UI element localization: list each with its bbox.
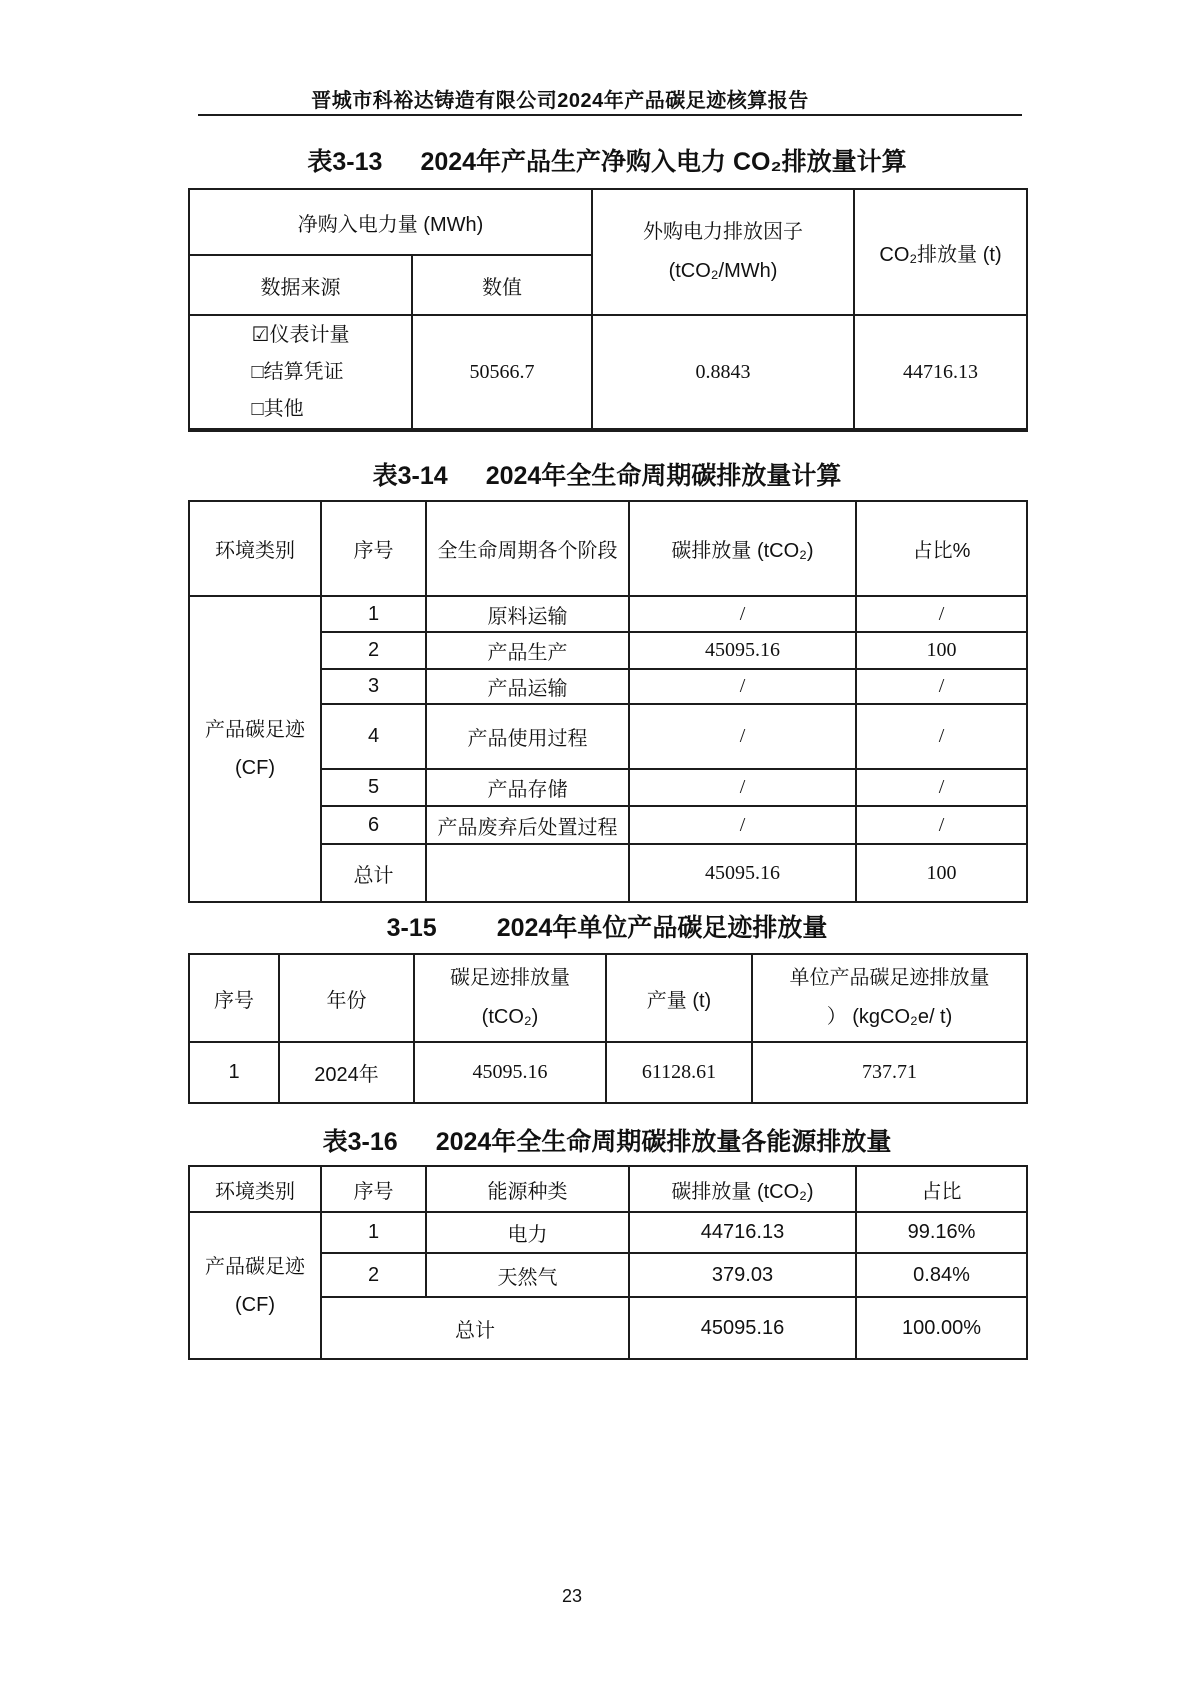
t15-header-cf	[414, 954, 606, 1042]
t14-row6-seq: 6	[321, 806, 426, 844]
t14-row1-emission: /	[629, 596, 856, 632]
t13-cell-factor: 0.8843	[592, 315, 854, 430]
table-3-16-caption-number: 表3-16	[322, 1128, 398, 1156]
table-3-15	[188, 953, 1028, 1104]
t15-header-year: 年份	[279, 954, 414, 1042]
t14-row3-emission: /	[629, 669, 856, 704]
t13-header-factor-line1: 外购电力排放因子	[643, 221, 804, 243]
t16-header-energy: 能源种类	[426, 1166, 629, 1212]
t16-category-line1: 产品碳足迹	[205, 1255, 305, 1278]
t16-total-label: 总计	[321, 1297, 629, 1359]
t16-row2-energy: 天然气	[426, 1253, 629, 1297]
t13-cell-co2: 44716.13	[854, 315, 1027, 430]
t14-row3-share: /	[856, 669, 1027, 704]
t16-category-line2: (CF)	[235, 1293, 275, 1316]
t14-row5-emission: /	[629, 769, 856, 806]
t14-row4-emission: /	[629, 704, 856, 769]
t15-header-unit-line2: ） (kgCO₂e/ t)	[826, 1006, 953, 1028]
t16-row1-share: 99.16%	[856, 1212, 1027, 1253]
t15-header-output: 产量 (t)	[606, 954, 752, 1042]
checkbox-option-other: □其他	[251, 397, 304, 420]
t14-row2-share: 100	[856, 632, 1027, 669]
t14-header-share: 占比%	[856, 501, 1027, 596]
t16-row2-seq: 2	[321, 1253, 426, 1297]
t15-row1-unit: 737.71	[752, 1042, 1027, 1103]
t13-cell-value: 50566.7	[412, 315, 592, 430]
t14-row2-emission: 45095.16	[629, 632, 856, 669]
t14-row3-seq: 3	[321, 669, 426, 704]
table-3-13-caption	[188, 142, 1026, 178]
t16-row1-seq: 1	[321, 1212, 426, 1253]
t16-row2-emission: 379.03	[629, 1253, 856, 1297]
table-3-16	[188, 1165, 1028, 1360]
t16-header-emission: 碳排放量 (tCO₂)	[629, 1166, 856, 1212]
t14-row2-stage: 产品生产	[426, 632, 629, 669]
t14-row6-emission: /	[629, 806, 856, 844]
t15-row1-cf: 45095.16	[414, 1042, 606, 1103]
t16-row2-share: 0.84%	[856, 1253, 1027, 1297]
t16-header-seq: 序号	[321, 1166, 426, 1212]
t15-header-cf-line1: 碳足迹排放量	[450, 967, 570, 989]
t14-total-emission: 45095.16	[629, 844, 856, 902]
t16-total-emission: 45095.16	[629, 1297, 856, 1359]
t13-header-source: 数据来源	[189, 255, 412, 315]
t15-header-seq: 序号	[189, 954, 279, 1042]
checkbox-option-settlement: □结算凭证	[251, 360, 344, 383]
t16-total-share: 100.00%	[856, 1297, 1027, 1359]
t14-row6-stage: 产品废弃后处置过程	[426, 806, 629, 844]
checkbox-option-meter-checked: ☑仪表计量	[251, 323, 350, 346]
t14-total-share: 100	[856, 844, 1027, 902]
t14-row6-share: /	[856, 806, 1027, 844]
table-3-14	[188, 500, 1028, 903]
page-number: 23	[561, 1586, 583, 1606]
report-header-title: 晋城市科裕达铸造有限公司2024年产品碳足迹核算报告	[311, 90, 809, 112]
t14-row4-seq: 4	[321, 704, 426, 769]
t13-header-factor-line2: (tCO₂/MWh)	[668, 260, 778, 282]
table-3-13-caption-number: 表3-13	[307, 148, 383, 176]
table-3-15-caption-text: 2024年单位产品碳足迹排放量	[496, 914, 828, 942]
table-3-14-caption-number: 表3-14	[372, 462, 448, 490]
t13-cell-data-source	[189, 315, 412, 430]
t16-header-category: 环境类别	[189, 1166, 321, 1212]
t14-total-label: 总计	[321, 844, 426, 902]
t15-header-cf-line2: (tCO₂)	[481, 1006, 539, 1028]
t15-row1-output: 61128.61	[606, 1042, 752, 1103]
t14-row1-stage: 原料运输	[426, 596, 629, 632]
t13-header-co2: CO₂排放量 (t)	[854, 189, 1027, 315]
t16-row1-energy: 电力	[426, 1212, 629, 1253]
t14-row2-seq: 2	[321, 632, 426, 669]
t14-header-category: 环境类别	[189, 501, 321, 596]
t13-header-factor	[592, 189, 854, 315]
t14-row1-seq: 1	[321, 596, 426, 632]
t14-row3-stage: 产品运输	[426, 669, 629, 704]
table-3-16-caption-text: 2024年全生命周期碳排放量各能源排放量	[435, 1128, 892, 1156]
table-3-14-caption	[188, 456, 1026, 492]
t15-header-unit-line1: 单位产品碳足迹排放量	[789, 967, 990, 989]
t14-category-cell	[189, 596, 321, 902]
t16-category-cell	[189, 1212, 321, 1359]
t16-row1-emission: 44716.13	[629, 1212, 856, 1253]
table-3-14-caption-text: 2024年全生命周期碳排放量计算	[485, 462, 842, 490]
header-rule	[198, 114, 1022, 116]
table-3-13	[188, 188, 1028, 432]
t14-category-line1: 产品碳足迹	[205, 719, 305, 741]
table-3-13-caption-text: 2024年产品生产净购入电力 CO₂排放量计算	[420, 148, 907, 176]
t14-header-stage: 全生命周期各个阶段	[426, 501, 629, 596]
t14-row5-stage: 产品存储	[426, 769, 629, 806]
table-3-16-caption	[188, 1122, 1026, 1158]
table-3-15-caption-number: 3-15	[386, 914, 437, 942]
t14-row5-share: /	[856, 769, 1027, 806]
t14-row4-share: /	[856, 704, 1027, 769]
t15-row1-year: 2024年	[279, 1042, 414, 1103]
t15-header-unit	[752, 954, 1027, 1042]
t13-header-value: 数值	[412, 255, 592, 315]
t15-row1-seq: 1	[189, 1042, 279, 1103]
t14-row4-stage: 产品使用过程	[426, 704, 629, 769]
t14-total-stage	[426, 844, 629, 902]
t14-header-emission: 碳排放量 (tCO₂)	[629, 501, 856, 596]
t14-header-seq: 序号	[321, 501, 426, 596]
t14-row5-seq: 5	[321, 769, 426, 806]
t14-category-line2: (CF)	[235, 757, 275, 779]
t14-row1-share: /	[856, 596, 1027, 632]
table-3-15-caption	[188, 908, 1026, 944]
t16-header-share: 占比	[856, 1166, 1027, 1212]
t13-header-net-power: 净购入电力量 (MWh)	[189, 189, 592, 255]
